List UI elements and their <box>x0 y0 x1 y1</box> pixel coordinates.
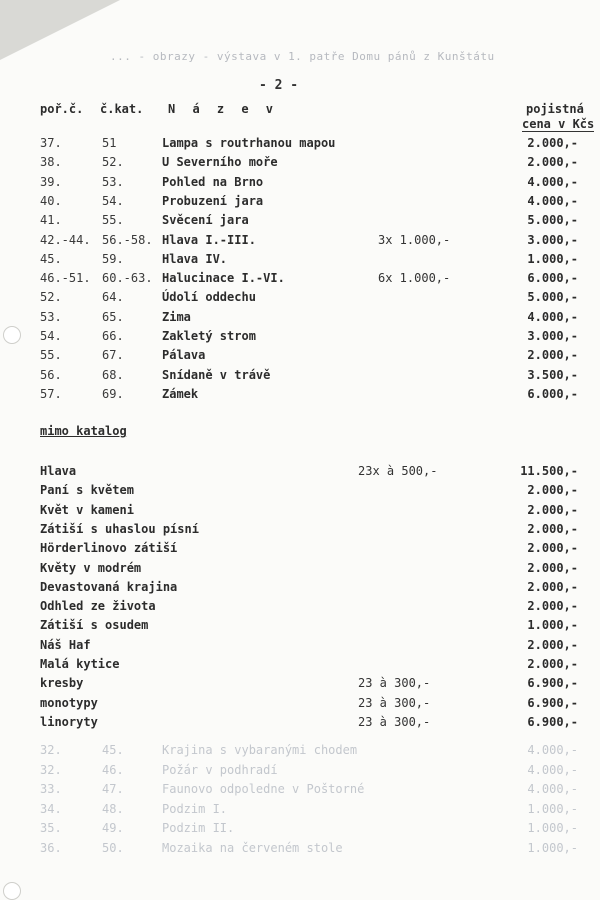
catalog-number: 59. <box>102 251 124 266</box>
insured-value: 5.000,- <box>527 213 578 228</box>
quantity-note: 23 à 300,- <box>358 714 431 729</box>
table-row <box>0 597 600 615</box>
punch-hole <box>3 882 21 900</box>
header-underline <box>522 131 594 132</box>
artwork-title: Malá kytice <box>40 657 120 671</box>
insured-value: 5.000,- <box>527 290 578 305</box>
catalog-number: 52. <box>102 155 124 170</box>
catalog-number: 54. <box>102 193 124 208</box>
catalog-number: 50. <box>102 840 124 855</box>
column-header-title: N á z e v <box>168 102 279 116</box>
table-row <box>0 308 600 326</box>
table-row <box>0 173 600 191</box>
artwork-title: Hlava <box>40 464 77 478</box>
insured-value: 4.000,- <box>527 193 578 208</box>
table-row <box>0 346 600 364</box>
insured-value: 2.000,- <box>527 599 578 614</box>
insured-value: 2.000,- <box>527 136 578 150</box>
faint-row <box>0 780 600 798</box>
insured-value: 1.000,- <box>527 840 578 855</box>
insured-value: 4.000,- <box>527 743 578 757</box>
faint-row <box>0 761 600 779</box>
insured-value: 2.000,- <box>527 502 578 517</box>
section-heading-mimo-katalog: mimo katalog <box>40 424 127 438</box>
row-number: 56. <box>40 367 62 382</box>
insured-value: 2.000,- <box>527 521 578 536</box>
catalog-number: 47. <box>102 782 124 796</box>
artwork-title: Náš Haf <box>40 637 91 652</box>
table-row <box>0 366 600 384</box>
insured-value: 3.000,- <box>527 329 578 343</box>
insured-value: 11.500,- <box>520 464 578 478</box>
insured-value: 2.000,- <box>527 637 578 652</box>
table-row <box>0 520 600 538</box>
table-row <box>0 559 600 577</box>
catalog-number: 53. <box>102 174 124 189</box>
table-row <box>0 539 600 557</box>
catalog-number: 55. <box>102 213 124 228</box>
artwork-title: Údolí oddechu <box>162 290 256 305</box>
insured-value: 6.900,- <box>527 676 578 691</box>
catalog-number: 48. <box>102 801 124 816</box>
catalog-number: 68. <box>102 367 124 382</box>
insured-value: 1.000,- <box>527 801 578 816</box>
table-row <box>0 192 600 210</box>
insured-value: 1.000,- <box>527 618 578 633</box>
insured-value: 6.900,- <box>527 714 578 729</box>
insured-value: 2.000,- <box>527 483 578 498</box>
row-number: 34. <box>40 801 62 816</box>
artwork-title: Požár v podhradí <box>162 762 278 777</box>
table-row <box>0 578 600 596</box>
table-row <box>0 327 600 345</box>
table-row <box>0 250 600 268</box>
insured-value: 4.000,- <box>527 782 578 796</box>
row-number: 54. <box>40 329 62 343</box>
artwork-title: linoryty <box>40 714 98 729</box>
catalog-number: 60.-63. <box>102 271 153 286</box>
artwork-title: Probuzení jara <box>162 193 264 208</box>
row-number: 55. <box>40 348 62 363</box>
artwork-title: Paní s květem <box>40 483 134 498</box>
insured-value: 2.000,- <box>527 560 578 575</box>
catalog-number: 69. <box>102 386 124 401</box>
catalog-number: 51 <box>102 136 117 150</box>
row-number: 32. <box>40 762 62 777</box>
artwork-title: Devastovaná krajina <box>40 579 178 594</box>
row-number: 39. <box>40 174 62 189</box>
quantity-note: 23 à 300,- <box>358 695 431 710</box>
table-row <box>0 713 600 731</box>
artwork-title: kresby <box>40 676 84 691</box>
artwork-title: Snídaně v trávě <box>162 367 271 382</box>
table-row <box>0 269 600 287</box>
catalog-number: 45. <box>102 743 124 757</box>
artwork-title: Podzim I. <box>162 801 228 816</box>
row-number: 37. <box>40 136 62 150</box>
artwork-title: Pálava <box>162 348 206 363</box>
artwork-title: Zámek <box>162 386 199 401</box>
catalog-number: 65. <box>102 309 124 324</box>
catalog-number: 66. <box>102 329 124 343</box>
catalog-number: 46. <box>102 762 124 777</box>
table-row <box>0 134 600 152</box>
insured-value: 6.000,- <box>527 271 578 286</box>
quantity-note: 3x 1.000,- <box>378 232 451 247</box>
table-row <box>0 481 600 499</box>
artwork-title: Pohled na Brno <box>162 174 264 189</box>
table-row <box>0 694 600 712</box>
row-number: 35. <box>40 821 62 835</box>
insured-value: 4.000,- <box>527 174 578 189</box>
artwork-title: Lampa s routrhanou mapou <box>162 136 336 150</box>
insured-value: 2.000,- <box>527 348 578 363</box>
bleed-through-header: ... - obrazy - výstava v 1. patře Domu pánů z Kunštátu <box>110 50 495 63</box>
row-number: 36. <box>40 840 62 855</box>
artwork-title: Odhled ze života <box>40 599 156 614</box>
table-row <box>0 231 600 249</box>
row-number: 42.-44. <box>40 232 91 247</box>
quantity-note: 6x 1.000,- <box>378 271 451 286</box>
artwork-title: Hörderlinovo zátiší <box>40 541 178 556</box>
table-row <box>0 211 600 229</box>
artwork-title: Podzim II. <box>162 821 235 835</box>
insured-value: 2.000,- <box>527 155 578 170</box>
column-header-price-line1: pojistná <box>526 102 584 116</box>
insured-value: 1.000,- <box>527 251 578 266</box>
faint-row <box>0 839 600 857</box>
table-row <box>0 674 600 692</box>
faint-row <box>0 819 600 837</box>
insured-value: 2.000,- <box>527 579 578 594</box>
artwork-title: Hlava I.-III. <box>162 232 256 247</box>
row-number: 57. <box>40 386 62 401</box>
artwork-title: Mozaika na červeném stole <box>162 840 343 855</box>
insured-value: 4.000,- <box>527 762 578 777</box>
table-row <box>0 153 600 171</box>
insured-value: 4.000,- <box>527 309 578 324</box>
column-header-cat: č.kat. <box>100 102 144 116</box>
table-row <box>0 462 600 480</box>
table-row <box>0 636 600 654</box>
artwork-title: Hlava IV. <box>162 251 228 266</box>
table-row <box>0 501 600 519</box>
table-row <box>0 616 600 634</box>
row-number: 52. <box>40 290 62 305</box>
artwork-title: Zima <box>162 309 191 324</box>
folded-corner <box>0 0 120 60</box>
artwork-title: Zátiší s uhaslou písní <box>40 521 199 536</box>
row-number: 46.-51. <box>40 271 91 286</box>
quantity-note: 23x à 500,- <box>358 464 438 478</box>
catalog-number: 67. <box>102 348 124 363</box>
artwork-title: Faunovo odpoledne v Poštorné <box>162 782 365 796</box>
catalog-number: 56.-58. <box>102 232 153 247</box>
row-number: 32. <box>40 743 62 757</box>
artwork-title: Halucinace I.-VI. <box>162 271 285 286</box>
faint-row <box>0 741 600 759</box>
faint-row <box>0 800 600 818</box>
artwork-title: U Severního moře <box>162 155 278 170</box>
table-row <box>0 288 600 306</box>
artwork-title: Zátiší s osudem <box>40 618 149 633</box>
row-number: 41. <box>40 213 62 228</box>
insured-value: 1.000,- <box>527 821 578 835</box>
artwork-title: Květy v modrém <box>40 560 142 575</box>
row-number: 33. <box>40 782 62 796</box>
row-number: 45. <box>40 251 62 266</box>
quantity-note: 23 à 300,- <box>358 676 431 691</box>
insured-value: 2.000,- <box>527 541 578 556</box>
column-header-price-line2: cena v Kčs <box>522 117 595 131</box>
artwork-title: monotypy <box>40 695 98 710</box>
row-number: 40. <box>40 193 62 208</box>
catalog-number: 64. <box>102 290 124 305</box>
artwork-title: Květ v kameni <box>40 502 134 517</box>
artwork-title: Zakletý strom <box>162 329 256 343</box>
row-number: 38. <box>40 155 62 170</box>
insured-value: 3.000,- <box>527 232 578 247</box>
insured-value: 3.500,- <box>527 367 578 382</box>
column-header-no: poř.č. <box>40 102 84 116</box>
insured-value: 6.000,- <box>527 386 578 401</box>
table-row <box>0 385 600 403</box>
insured-value: 2.000,- <box>527 657 578 671</box>
artwork-title: Krajina s vybaranými chodem <box>162 743 358 757</box>
artwork-title: Svěcení jara <box>162 213 249 228</box>
catalog-number: 49. <box>102 821 124 835</box>
page-number: - 2 - <box>259 78 299 93</box>
insured-value: 6.900,- <box>527 695 578 710</box>
row-number: 53. <box>40 309 62 324</box>
table-row <box>0 655 600 673</box>
